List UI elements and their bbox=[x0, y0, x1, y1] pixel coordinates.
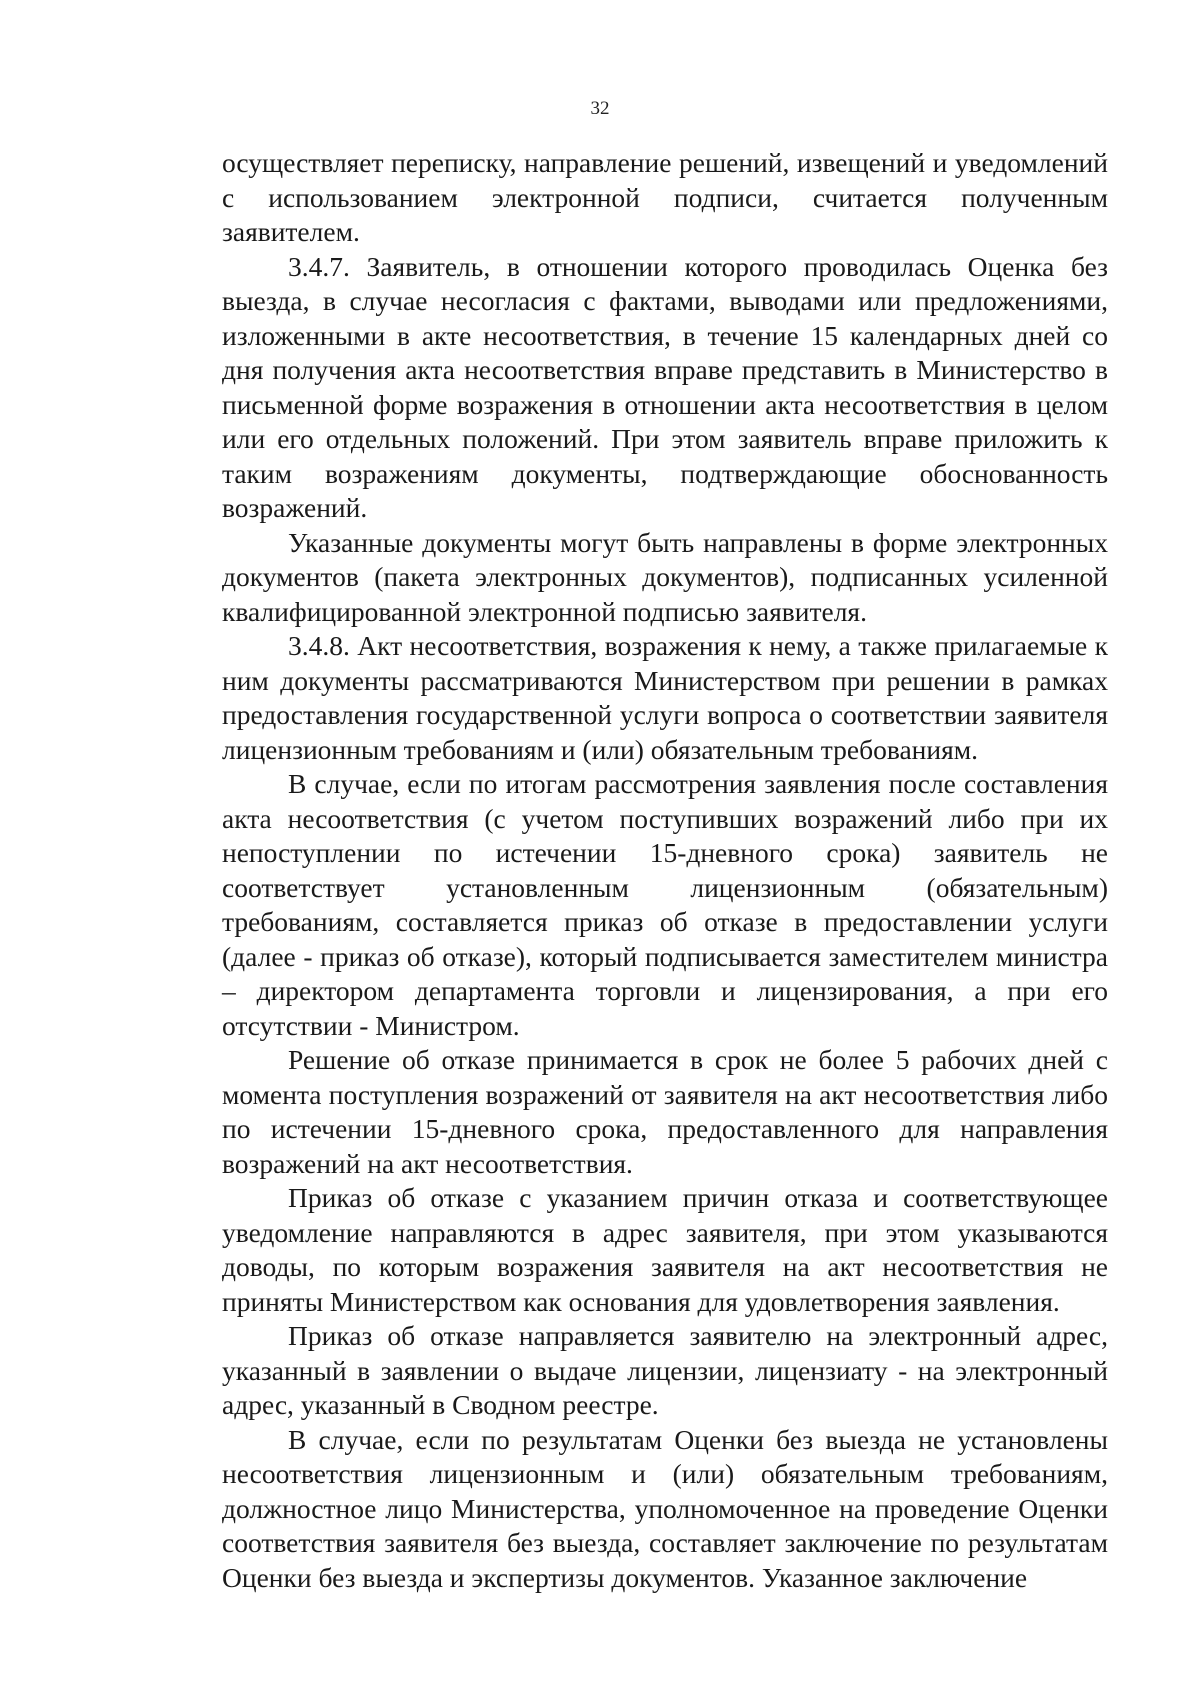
paragraph-3-4-8: 3.4.8. Акт несоответствия, возражения к нему, а также прилагаемые к ним документы рассматриваются Министерством при решении в рамках предоставления государственной услуги вопроса о соответствии заявителя лицензионным требованиям и (или) обязательным требованиям. bbox=[222, 630, 1108, 765]
paragraph-refusal-order: В случае, если по итогам рассмотрения заявления после составления акта несоответствия (с учетом поступивших возражений либо при их непоступлении по истечении 15-дневного срока) заявитель не соответствует установленным лицензионным (обязательным) требованиям, составляется приказ об отказе в предоставлении услуги (далее - приказ об отказе), который подписывается заместителем министра – директором департамента торговли и лицензирования, а при его отсутствии - Министром. bbox=[222, 768, 1108, 1041]
paragraph-electronic-documents: Указанные документы могут быть направлены в форме электронных документов (пакета электронных документов), подписанных усиленной квалифицированной электронной подписью заявителя. bbox=[222, 526, 1108, 627]
paragraph-refusal-delivery: Приказ об отказе направляется заявителю на электронный адрес, указанный в заявлении о выдаче лицензии, лицензиату - на электронный адрес, указанный в Сводном реестре. bbox=[222, 1320, 1108, 1420]
paragraph-refusal-decision-term: Решение об отказе принимается в срок не более 5 рабочих дней с момента поступления возражений от заявителя на акт несоответствия либо по истечении 15-дневного срока, предоставленного для направления возражений на акт несоответствия. bbox=[222, 1044, 1108, 1179]
paragraph-continuation: осуществляет переписку, направление решений, извещений и уведомлений с использованием электронной подписи, считается полученным заявителем. bbox=[222, 147, 1108, 247]
paragraph-conclusion: В случае, если по результатам Оценки без выезда не установлены несоответствия лицензионным и (или) обязательным требованиям, должностное лицо Министерства, уполномоченное на проведение Оценки соответствия заявителя без выезда, составляет заключение по результатам Оценки без выезда и экспертизы документов. Указанное заключение bbox=[222, 1423, 1108, 1593]
document-body bbox=[222, 146, 1108, 1595]
paragraph-refusal-notification: Приказ об отказе с указанием причин отказа и соответствующее уведомление направляются в адрес заявителя, при этом указываются доводы, по которым возражения заявителя на акт несоответствия не приняты Министерством как основания для удовлетворения заявления. bbox=[222, 1182, 1108, 1317]
paragraph-3-4-7: 3.4.7. Заявитель, в отношении которого проводилась Оценка без выезда, в случае несогласия с фактами, выводами или предложениями, изложенными в акте несоответствия, в течение 15 календарных дней со дня получения акта несоответствия вправе представить в Министерство в письменной форме возражения в отношении акта несоответствия в целом или его отдельных положений. При этом заявитель вправе приложить к таким возражениям документы, подтверждающие обоснованность возражений. bbox=[222, 250, 1108, 523]
page-number: 32 bbox=[590, 98, 610, 119]
